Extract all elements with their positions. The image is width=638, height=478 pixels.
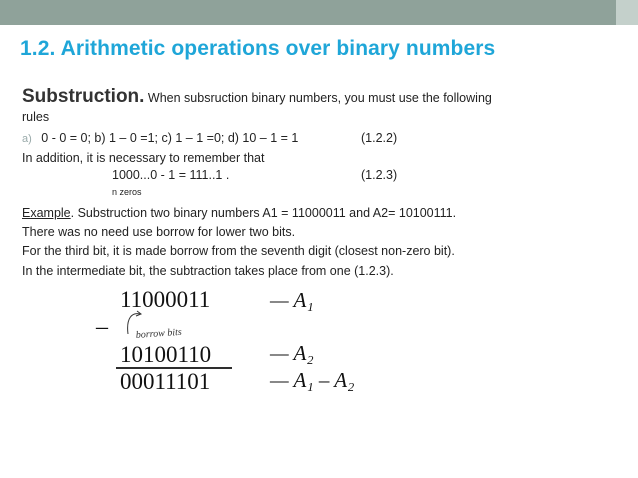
- label-a2: — A₂: [270, 341, 314, 365]
- formula-note: n zeros: [112, 187, 142, 197]
- section-heading: Substruction.: [22, 86, 145, 107]
- label-a1: — A₁: [270, 288, 314, 312]
- intro-line-2: rules: [22, 110, 50, 124]
- formula: 1000...0 - 1 = 111..1 .: [112, 168, 230, 182]
- example-label: Example: [22, 206, 71, 220]
- borrow-note: borrow bits: [135, 326, 183, 341]
- label-difference: — A₁ – A₂: [270, 368, 355, 392]
- rules-text: 0 - 0 = 0; b) 1 – 0 =1; c) 1 – 1 =0; d) 10 – 1 = 1: [41, 131, 299, 145]
- addition-note: In addition, it is necessary to remember that: [22, 151, 265, 165]
- intro-text: When subsruction binary numbers, you must use the following: [144, 91, 492, 105]
- rules-marker: a): [22, 133, 32, 145]
- difference-value: 00011101: [120, 369, 211, 394]
- formula-ref: (1.2.3): [361, 168, 398, 182]
- minus-sign: –: [96, 314, 108, 340]
- explanation-line-2: For the third bit, it is made borrow from the seventh digit (closest non-zero bit).: [22, 244, 455, 258]
- explanation-line-1: There was no need use borrow for lower two bits.: [22, 225, 296, 239]
- rules-ref: (1.2.2): [361, 131, 398, 145]
- explanation-line-3: In the intermediate bit, the subtraction takes place from one (1.2.3).: [22, 264, 394, 278]
- slide-title: 1.2. Arithmetic operations over binary numbers: [20, 37, 496, 60]
- example-text: . Substruction two binary numbers A1 = 11000011 and A2= 10100111.: [70, 206, 457, 220]
- subtrahend-value: 10100110: [120, 342, 212, 367]
- minuend-value: 11000011: [120, 287, 211, 312]
